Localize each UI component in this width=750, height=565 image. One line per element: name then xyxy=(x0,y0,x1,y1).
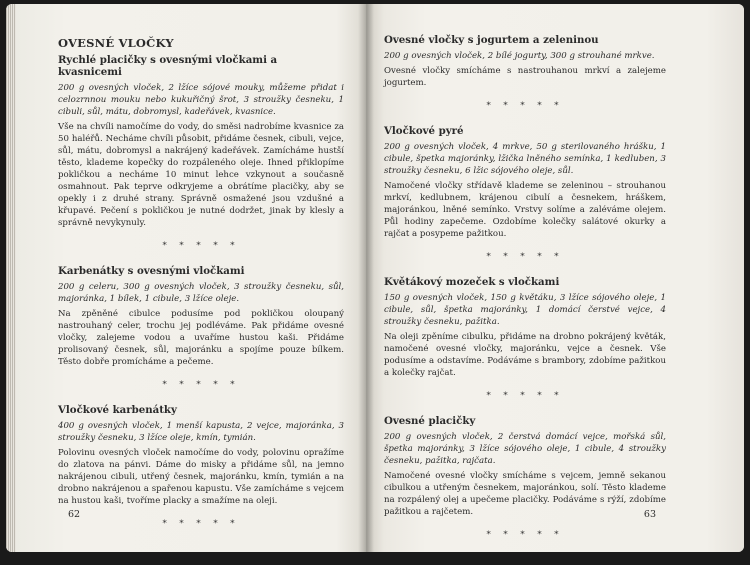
recipe-instructions: Ovesné vločky smícháme s nastrouhanou mrkví a zalejeme jogurtem. xyxy=(384,66,666,88)
book-spread xyxy=(6,4,744,552)
recipe-ingredients: 150 g ovesných vloček, 150 g květáku, 3 lžíce sójového oleje, 1 cibule, sůl, špetka majoránky, 1 domácí čerstvé vejce, 4 stroužky česneku, pažitka. xyxy=(384,293,666,327)
recipe-ingredients: 200 g celeru, 300 g ovesných vloček, 3 stroužky česneku, sůl, majoránka, 1 bílek, 1 cibule, 3 lžíce oleje. xyxy=(58,282,344,304)
recipe-ingredients: 200 g ovesných vloček, 4 mrkve, 50 g sterilovaného hrášku, 1 cibule, špetka majoránky, lžička lněného semínka, 1 kedluben, 3 stroužky česneku, 6 lžic sójového oleje, sůl. xyxy=(384,142,666,176)
section-separator: * * * * * xyxy=(486,101,564,111)
section-separator: * * * * * xyxy=(486,252,564,262)
page-edges xyxy=(6,4,16,552)
section-separator: * * * * * xyxy=(162,519,240,529)
recipe-instructions: Na zpěněné cibulce podusíme pod pokličkou oloupaný nastrouhaný celer, trochu jej podléváme. Pak přidáme ovesné vločky, zalejeme vodou a uvaříme hustou kaši. Přidáme prolisovaný česnek, sůl, majoránku a spojíme pouze bílkem. Těsto dobře promícháme a pečeme. xyxy=(58,309,344,367)
section-separator: * * * * * xyxy=(486,391,564,401)
recipe-ingredients: 200 g ovesných vloček, 2 lžíce sójové mouky, můžeme přidat i celozrnnou mouku nebo kukuřičný šrot, 3 stroužky česneku, 1 cibuli, sůl, mátu, dobromysl, kadeřávek, kvasnice. xyxy=(58,83,344,117)
right-page xyxy=(366,4,744,552)
page-number: 62 xyxy=(68,509,81,520)
section-separator: * * * * * xyxy=(486,530,564,540)
recipe-title: Rychlé placičky s ovesnými vločkami a kvasnicemi xyxy=(58,54,278,78)
chapter-title: OVESNÉ VLOČKY xyxy=(58,36,174,50)
recipe-title: Ovesné placičky xyxy=(384,415,476,427)
recipe-title: Vločkové karbenátky xyxy=(58,404,177,416)
recipe-instructions: Polovinu ovesných vloček namočíme do vody, polovinu opražíme do zlatova na pánvi. Dáme do misky a přidáme sůl, na jemno nakrájenou cibuli, utřený česnek, majoránku, kmín, tymián a na drobno nakrájenou a spařenou kapustu. Vše zamícháme s vejcem na hustou kaši, tvoříme placky a smažíme na oleji. xyxy=(58,448,344,506)
recipe-instructions: Namočené vločky střídavě klademe se zeleninou – strouhanou mrkví, kedlubnem, krájenou cibulí a česnekem, hráškem, majoránkou, lněné semínko. Vrstvy solíme a zaléváme olejem. Půl hodiny zapečeme. Ozdobíme kolečky salátové okurky a rajčat a posypeme pažitkou. xyxy=(384,181,666,239)
recipe-ingredients: 200 g ovesných vloček, 2 čerstvá domácí vejce, mořská sůl, špetka majoránky, 3 lžíce sójového oleje, 1 cibule, 4 stroužky česneku, pažitka, rajčata. xyxy=(384,432,666,466)
recipe-ingredients: 400 g ovesných vloček, 1 menší kapusta, 2 vejce, majoránka, 3 stroužky česneku, 3 lžíce oleje, kmín, tymián. xyxy=(58,421,344,443)
right-column xyxy=(384,34,666,552)
recipe-instructions: Na oleji zpěníme cibulku, přidáme na drobno pokrájený květák, namočené ovesné vločky, majoránku, vejce a česnek. Vše podusíme a odstavíme. Podáváme s brambory, zdobíme pažitkou a kolečky rajčat. xyxy=(384,332,666,378)
page-number: 63 xyxy=(643,509,656,520)
left-column xyxy=(58,36,344,543)
section-separator: * * * * * xyxy=(162,380,240,390)
recipe-title: Vločkové pyré xyxy=(384,125,464,137)
recipe-title: Karbenátky s ovesnými vločkami xyxy=(58,265,245,277)
book-gutter xyxy=(358,4,374,552)
section-separator: * * * * * xyxy=(162,241,240,251)
recipe-instructions: Namočené ovesné vločky smícháme s vejcem, jemně sekanou cibulkou a utřeným česnekem, majoránkou, solí. Těsto klademe na rozpálený olej a upečeme placičky. Podáváme s rýží, zdobíme pažitkou a rajčetem. xyxy=(384,471,666,517)
left-page xyxy=(6,4,366,552)
recipe-instructions: Vše na chvíli namočíme do vody, do směsi nadrobíme kvasnice za 50 haléřů. Necháme chvíli působit, přidáme česnek, cibuli, vejce, sůl, mátu, dobromysl a nakrájený kadeřávek. Zamícháme hustší těsto, klademe kopečky do rozpáleného oleje. Ihned přiklopíme pokličkou a necháme 10 minut lehce vzkynout a současně osmahnout. Pak teprve odkryjeme a obrátíme placičky, aby se opekly i z druhé strany. Správně osmažené jsou vzdušné a křupavé. Pečení s pokličkou je nutné dodržet, jinak by klesly a správně nevykynuly. xyxy=(58,122,344,228)
recipe-title: Ovesné vločky s jogurtem a zeleninou xyxy=(384,34,599,46)
recipe-ingredients: 200 g ovesných vloček, 2 bílé jogurty, 300 g strouhané mrkve. xyxy=(384,51,655,61)
recipe-title: Květákový mozeček s vločkami xyxy=(384,276,560,288)
